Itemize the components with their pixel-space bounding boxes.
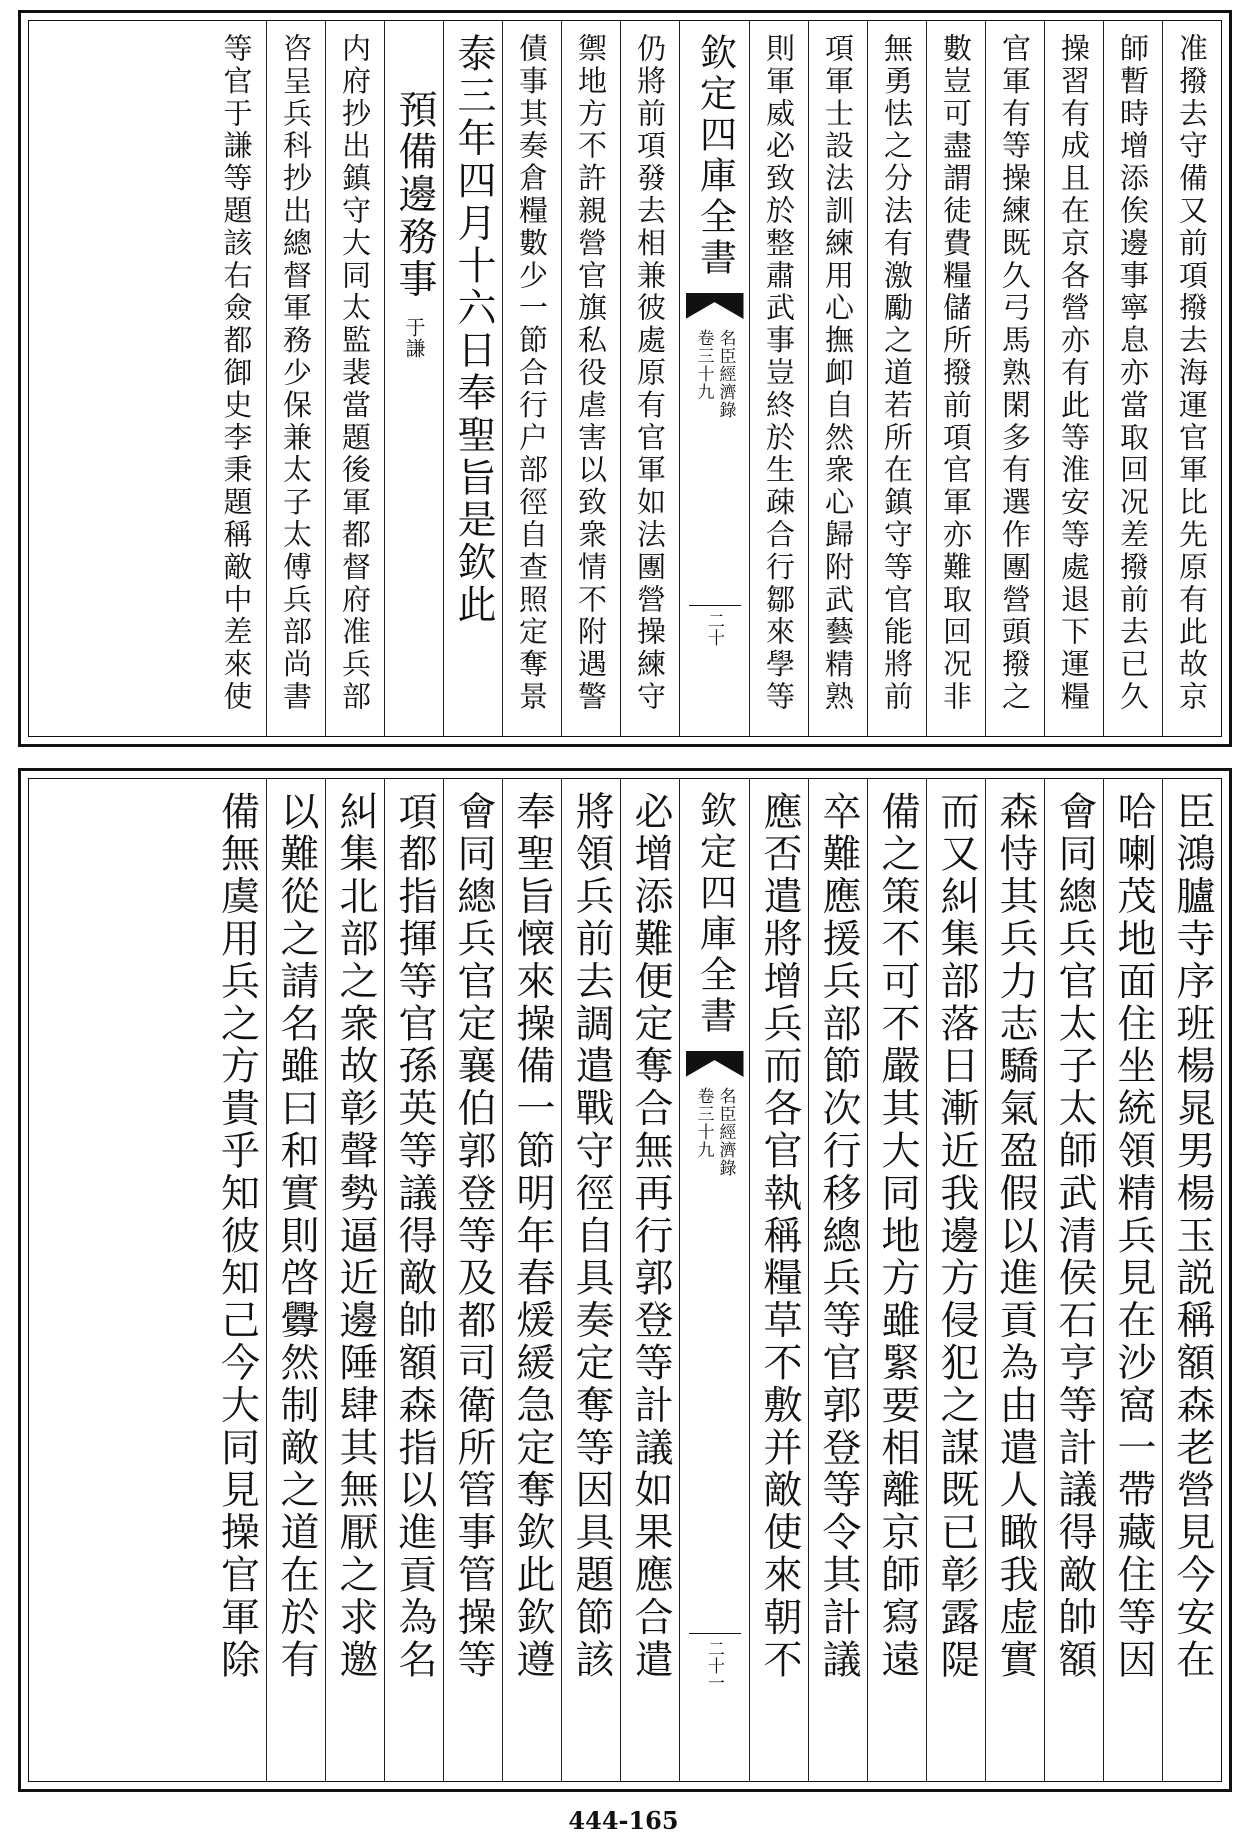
text-column xyxy=(985,779,1044,1781)
column-text: 咨呈兵科抄出總督軍務少保兼太子太傅兵部尚書 xyxy=(279,33,313,714)
column-text: 禦地方不許親營官旗私役虐害以致衆情不附遇警 xyxy=(574,33,608,714)
spine-rule xyxy=(689,1633,741,1634)
text-column xyxy=(620,779,679,1781)
text-column xyxy=(808,21,867,736)
text-column xyxy=(985,21,1044,736)
text-column xyxy=(502,779,561,1781)
text-column xyxy=(620,21,679,736)
text-column xyxy=(207,779,266,1781)
text-column xyxy=(443,21,502,736)
collection-name: 名臣經濟錄 xyxy=(715,329,736,419)
column-text: 以難從之請名雖曰和實則啓釁然制敵之道在於有 xyxy=(274,791,319,1682)
column-text: 會同總兵官太子太師武清侯石亨等計議得敵帥額 xyxy=(1052,791,1097,1682)
text-column xyxy=(1044,779,1103,1781)
column-text: 操習有成且在京各營亦有此等淮安等處退下運糧 xyxy=(1057,33,1091,714)
text-column xyxy=(207,21,266,736)
text-column xyxy=(561,21,620,736)
collection-name: 名臣經濟錄 xyxy=(715,1087,736,1177)
author-note: 于謙 xyxy=(402,317,426,359)
text-column xyxy=(443,779,502,1781)
column-text: 仍將前項發去相兼彼處原有官軍如法團營操練守 xyxy=(633,33,667,714)
book-spine-label xyxy=(679,21,749,736)
leaf-number: 二十一 xyxy=(704,1640,724,1691)
text-column xyxy=(808,779,867,1781)
column-text: 預備邊務事 xyxy=(392,89,437,301)
column-text: 師暫時增添俟邊事寧息亦當取回况差撥前去已久 xyxy=(1116,33,1150,714)
leaf-number: 二十 xyxy=(704,612,724,646)
column-text: 而又糾集部落日漸近我邊方侵犯之謀既已彰露隄 xyxy=(934,791,979,1682)
text-column xyxy=(1044,21,1103,736)
text-column xyxy=(926,21,985,736)
column-text: 則軍威必致於整肅武事豈終於生疎合行鄒來學等 xyxy=(762,33,796,714)
text-column xyxy=(384,21,443,736)
column-text: 將領兵前去調遣戰守徑自具奏定奪等因具題節該 xyxy=(569,791,614,1682)
column-text: 會同總兵官定襄伯郭登等及都司衛所管事管操等 xyxy=(451,791,496,1682)
text-column xyxy=(384,779,443,1781)
column-text: 官軍有等操練既久弓馬熟閑多有選作團營頭撥之 xyxy=(998,33,1032,714)
column-text: 項軍士設法訓練用心撫卹自然衆心歸附武藝精熟 xyxy=(821,33,855,714)
bottom-page-frame xyxy=(28,778,1222,1782)
column-text: 無勇怯之分法有激勵之道若所在鎮守等官能將前 xyxy=(880,33,914,714)
column-text: 奉聖旨懐來操備一節明年春煖緩急定奪欽此欽遵 xyxy=(510,791,555,1682)
text-column xyxy=(749,21,808,736)
column-text: 應否遣將增兵而各官執稱糧草不敷并敵使來朝不 xyxy=(757,791,802,1682)
text-column xyxy=(1162,779,1221,1781)
column-text: 等官于謙等題該右僉都御史李秉題稱敵中差來使 xyxy=(219,33,254,714)
book-title: 欽定四庫全書 xyxy=(693,791,737,1037)
column-text: 森恃其兵力志驕氣盈假以進貢為由遣人瞰我虚實 xyxy=(993,791,1038,1682)
column-text: 哈喇茂地面住坐統領精兵見在沙窩一帶藏住等因 xyxy=(1111,791,1156,1682)
page-number-footer: 444-165 xyxy=(568,1806,679,1835)
text-column xyxy=(1103,21,1162,736)
volume-number: 卷三十九 xyxy=(693,1087,714,1159)
text-column xyxy=(1103,779,1162,1781)
column-text: 債事其奏倉糧數少一節合行户部徑自查照定奪景 xyxy=(515,33,549,714)
text-column xyxy=(266,21,325,736)
fishtail-ornament-icon xyxy=(686,293,744,319)
text-column xyxy=(502,21,561,736)
column-text: 必增添難便定奪合無再行郭登等計議如果應合遣 xyxy=(628,791,673,1682)
column-text: 准撥去守備又前項撥去海運官軍比先原有此故京 xyxy=(1175,33,1209,714)
text-column xyxy=(926,779,985,1781)
column-text: 數豈可盡謂徒費糧儲所撥前項官軍亦難取回况非 xyxy=(939,33,973,714)
bottom-page-panel xyxy=(18,768,1232,1792)
spine-rule xyxy=(689,605,741,606)
spine-subtitle xyxy=(694,329,736,419)
top-page-frame xyxy=(28,20,1222,737)
text-column xyxy=(1162,21,1221,736)
text-column xyxy=(325,21,384,736)
text-column xyxy=(325,779,384,1781)
text-column xyxy=(561,779,620,1781)
column-text: 臣鴻臚寺序班楊晁男楊玉説稱額森老營見今安在 xyxy=(1170,791,1215,1682)
column-text: 備無虞用兵之方貴乎知彼知己今大同見操官軍除 xyxy=(214,791,260,1682)
book-title: 欽定四庫全書 xyxy=(693,33,737,279)
text-column xyxy=(867,21,926,736)
book-spine-label xyxy=(679,779,749,1781)
column-text: 備之策不可不嚴其大同地方雖緊要相離京師寫遠 xyxy=(875,791,920,1682)
text-column xyxy=(266,779,325,1781)
column-text: 内府抄出鎮守大同太監裴當題後軍都督府准兵部 xyxy=(338,33,372,714)
volume-number: 卷三十九 xyxy=(693,329,714,401)
fishtail-ornament-icon xyxy=(686,1051,744,1077)
column-text: 泰三年四月十六日奉聖旨是欽此 xyxy=(451,33,496,627)
text-column xyxy=(867,779,926,1781)
column-text: 卒難應援兵部節次行移總兵等官郭登等令其計議 xyxy=(816,791,861,1682)
top-page-panel xyxy=(18,10,1232,747)
column-text: 項都指揮等官孫英等議得敵帥額森指以進貢為名 xyxy=(392,791,437,1682)
column-text: 糾集北部之衆故彰聲勢逼近邊陲肆其無厭之求邀 xyxy=(333,791,378,1682)
text-column xyxy=(749,779,808,1781)
spine-subtitle xyxy=(694,1087,736,1177)
